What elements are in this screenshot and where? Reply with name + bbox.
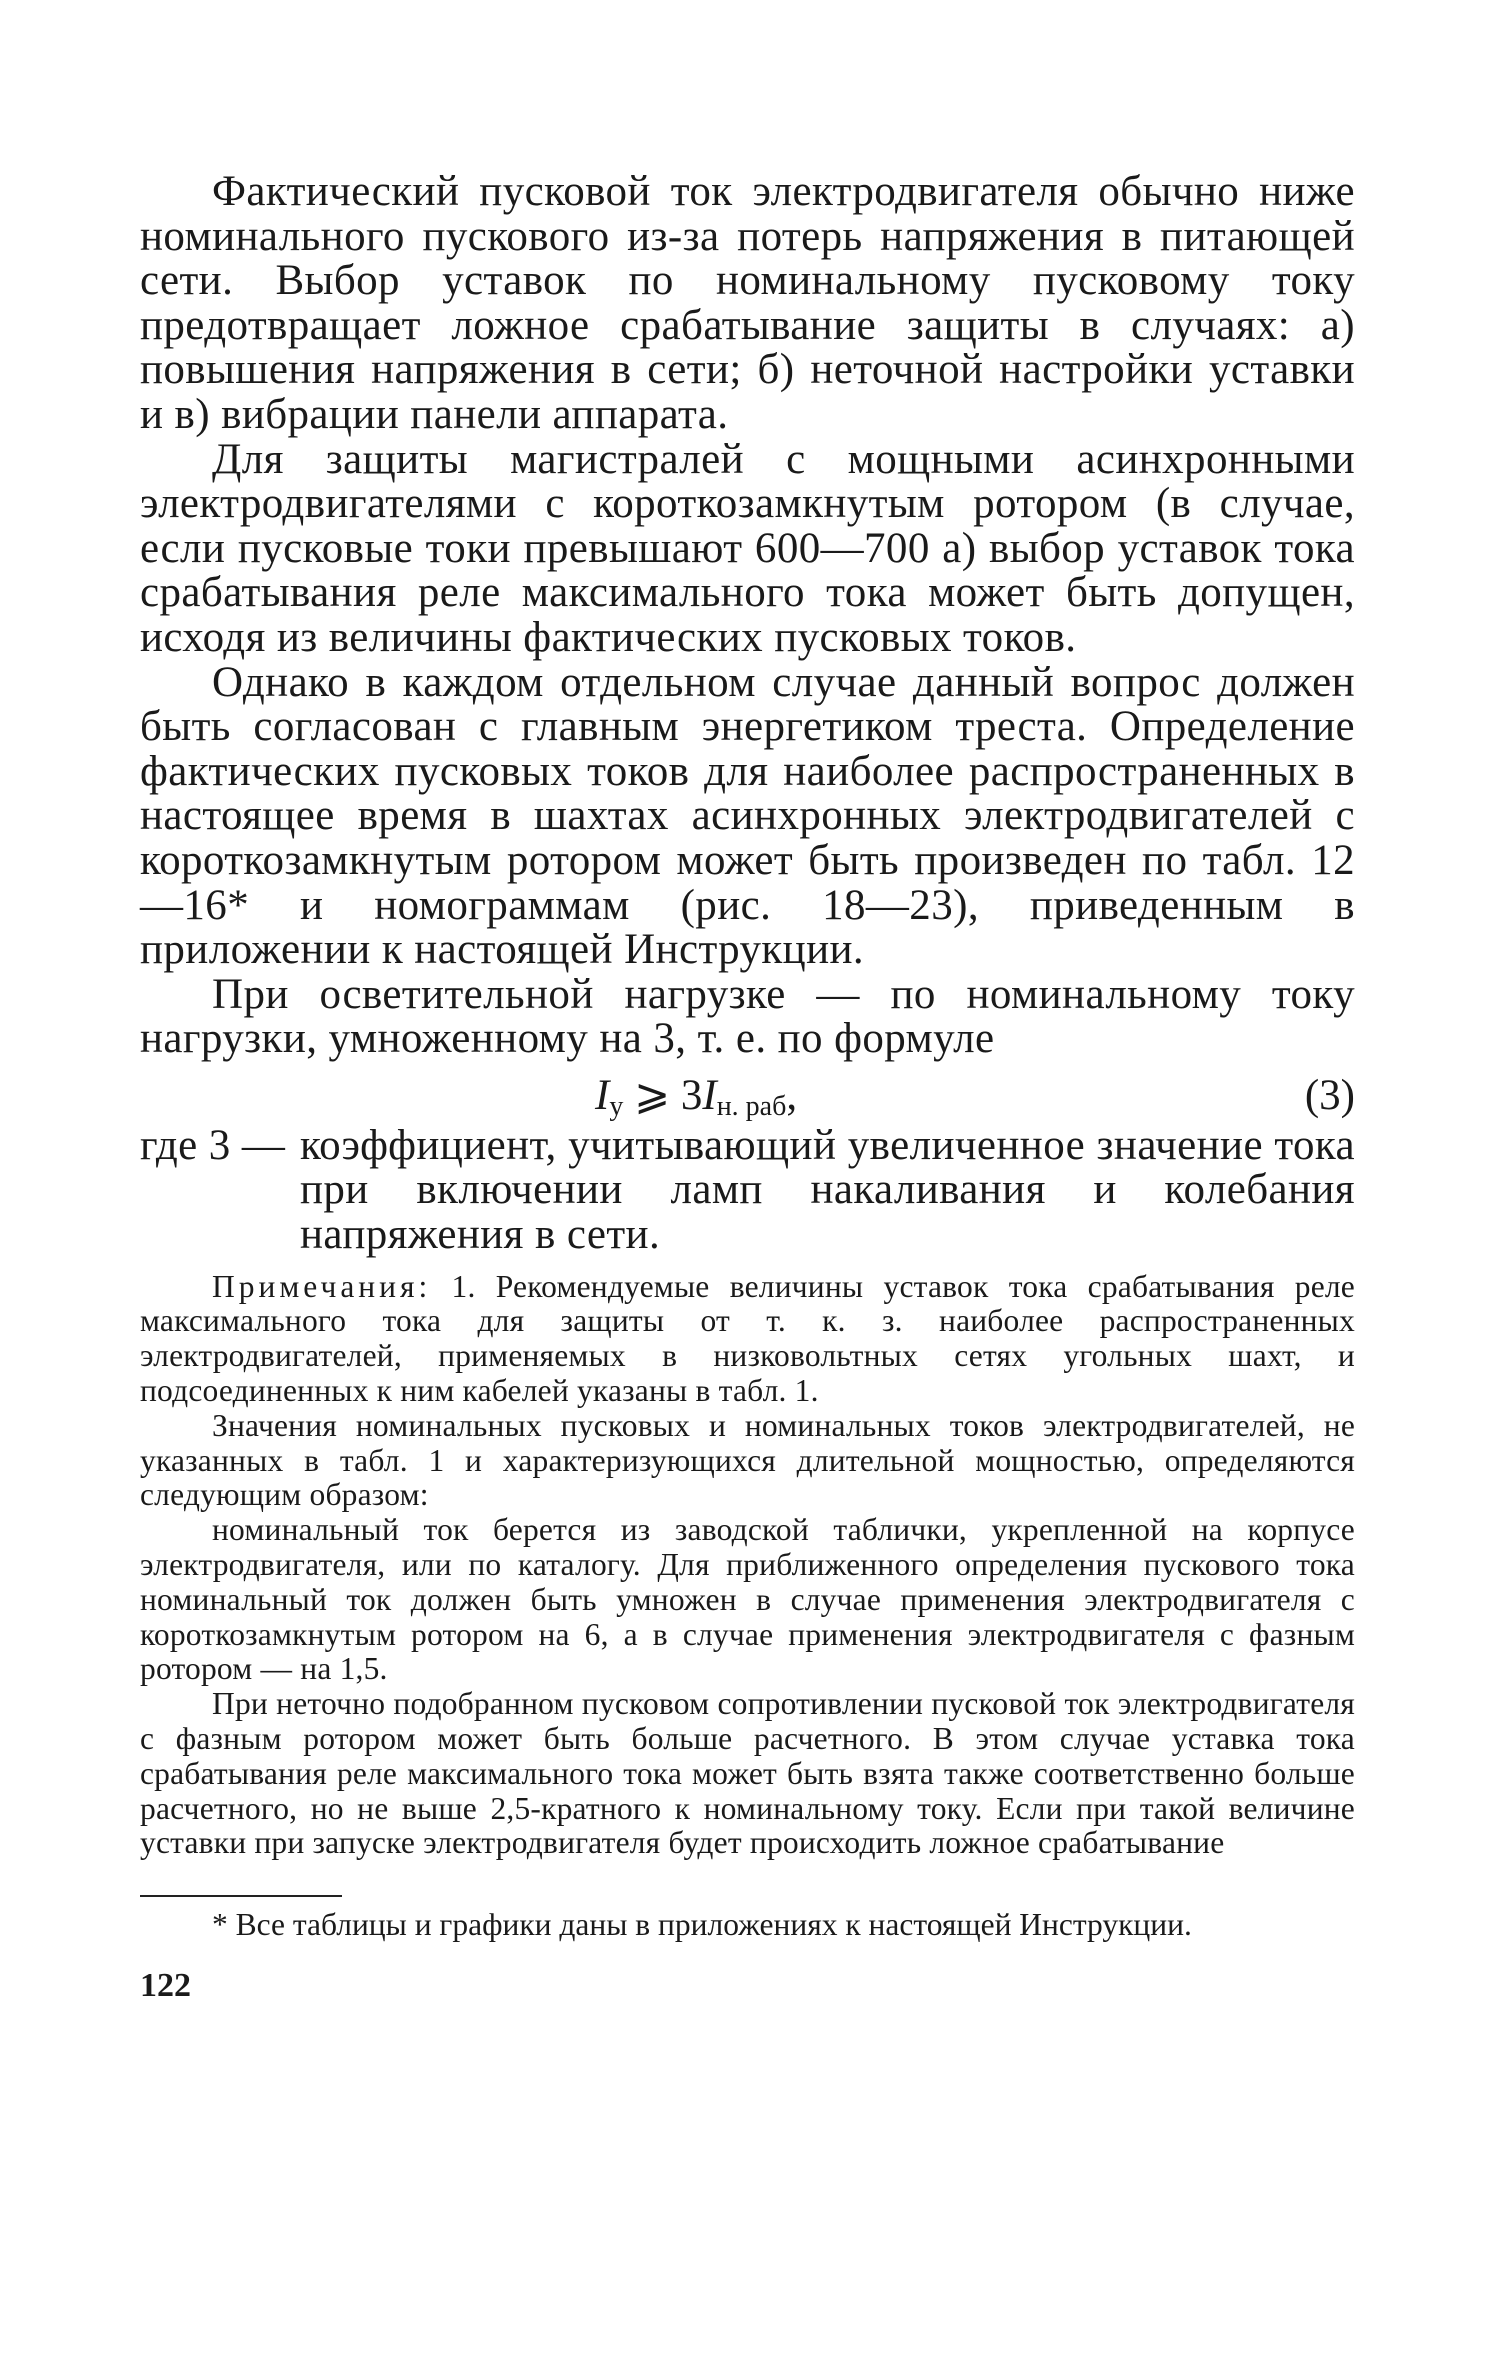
formula-rhs-symbol: I xyxy=(702,1071,717,1119)
paragraph-1: Фактический пусковой ток электродвигателя обычно ниже номинального пускового из-за потерь напряжения в питающей сети. Выбор уставок по номинальному пусковому току предотвращает ложное срабатывание защиты в случаях: а) повышения напряжения в сети; б) неточной настройки уставки и в) вибрации панели аппарата. xyxy=(140,168,1355,438)
page-number: 122 xyxy=(140,1967,191,2005)
formula-explanation xyxy=(140,1121,1355,1259)
footnote-divider xyxy=(140,1895,342,1897)
formula-operator: ⩾ xyxy=(634,1071,671,1119)
explanation-term: где 3 — xyxy=(140,1121,286,1169)
paragraph-4: При осветительной нагрузке — по номинальному току нагрузки, умноженному на 3, т. е. по формуле xyxy=(140,970,1355,1063)
paragraph-3: Однако в каждом отдельном случае данный вопрос должен быть согласован с главным энергетиком треста. Определение фактических пусковых токов для наиболее распространенных в настоящее время в шахтах асинхронных электродвигателей с короткозамкнутым ротором может быть произведен по табл. 12—16* и номограммам (рис. 18—23), приведенным в приложении к настоящей Инструкции. xyxy=(140,658,1355,974)
note-paragraph: При неточно подобранном пусковом сопротивлении пусковой ток электродвигателя с фазным ротором может быть больше расчетного. В этом случае уставка тока срабатывания реле максимального тока может быть взята также соответственно больше расчетного, но не выше 2,5-кратного к номинальному току. Если при такой величине уставки при запуске электродвигателя будет происходить ложное срабатывание xyxy=(140,1686,1355,1861)
note-1-text: 1. Рекомендуемые величины уставок тока срабатывания реле максимального тока для защиты от т. к. з. наиболее распространенных электродвигателей, применяемых в низковольтных сетях угольных шахт, и подсоединенных к ним кабелей указаны в табл. 1. xyxy=(140,1268,1355,1409)
note-paragraph: Значения номинальных пусковых и номинальных токов электродвигателей, не указанных в табл. 1 и характеризующихся длительной мощностью, определяются следующим образом: xyxy=(140,1407,1355,1513)
formula-number: (3) xyxy=(1304,1071,1355,1119)
notes-section xyxy=(140,1270,1355,1862)
notes-heading: Примечания: xyxy=(212,1268,432,1304)
explanation-definition: коэффициент, учитывающий увеличенное значение тока при включении ламп накаливания и колебания напряжения в сети. xyxy=(300,1121,1355,1259)
formula-lhs-symbol: I xyxy=(595,1071,610,1119)
formula-3 xyxy=(140,1068,1355,1124)
paragraph-2: Для защиты магистралей с мощными асинхронными электродвигателями с короткозамкнутым ротором (в случае, если пусковые токи превышают 600—700 а) выбор уставок тока срабатывания реле максимального тока может быть допущен, исходя из величины фактических пусковых токов. xyxy=(140,435,1355,661)
note-paragraph: номинальный ток берется из заводской таблички, укрепленной на корпусе электродвигателя, или по каталогу. Для приближенного определения пускового тока номинальный ток должен быть умножен в случае применения электродвигателя с короткозамкнутым ротором на 6, а в случае применения электродвигателя с фазным ротором — на 1,5. xyxy=(140,1512,1355,1687)
formula-rhs-sub: н. раб xyxy=(716,1090,787,1122)
formula-lhs-sub: у xyxy=(609,1090,624,1122)
formula-trail: , xyxy=(786,1071,798,1119)
footnote xyxy=(140,1907,1355,1942)
document-page xyxy=(140,170,1355,2004)
formula-coef: 3 xyxy=(680,1071,703,1119)
note-1 xyxy=(140,1270,1355,1409)
main-text xyxy=(140,170,1355,1062)
footnote-text: * Все таблицы и графики даны в приложениях к настоящей Инструкции. xyxy=(212,1907,1192,1943)
